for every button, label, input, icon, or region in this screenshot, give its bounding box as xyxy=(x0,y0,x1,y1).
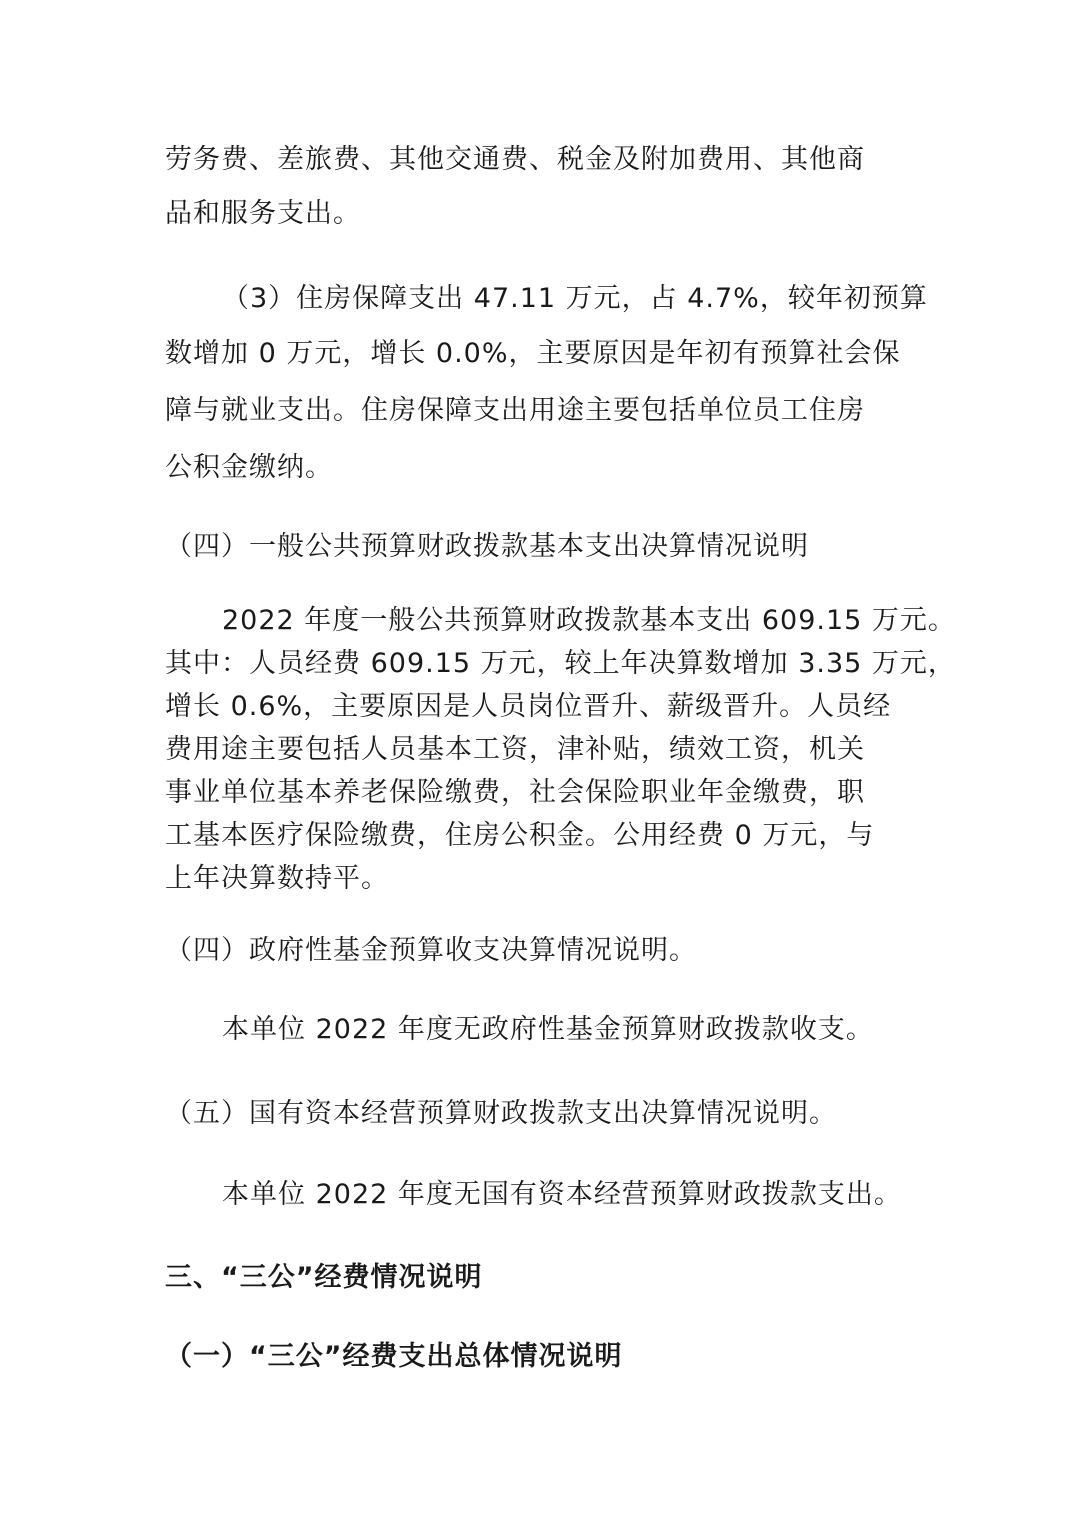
paragraph-line: 费用途主要包括人员基本工资，津补贴，绩效工资，机关 xyxy=(165,734,865,765)
section-heading: （四）一般公共预算财政拨款基本支出决算情况说明 xyxy=(165,531,809,562)
paragraph-line: 工基本医疗保险缴费，住房公积金。公用经费 0 万元，与 xyxy=(165,820,875,851)
section-heading: （四）政府性基金预算收支决算情况说明。 xyxy=(165,935,697,966)
paragraph-line: 本单位 2022 年度无政府性基金预算财政拨款收支。 xyxy=(222,1014,874,1045)
paragraph-line: 上年决算数持平。 xyxy=(165,863,389,894)
paragraph-line: 障与就业支出。住房保障支出用途主要包括单位员工住房 xyxy=(165,395,865,426)
paragraph-line: 2022 年度一般公共预算财政拨款基本支出 609.15 万元。 xyxy=(222,605,956,636)
chapter-heading: 三、“三公”经费情况说明 xyxy=(165,1262,483,1293)
paragraph-line: 劳务费、差旅费、其他交通费、税金及附加费用、其他商 xyxy=(165,144,865,175)
paragraph-line: （3）住房保障支出 47.11 万元，占 4.7%，较年初预算 xyxy=(222,283,928,314)
paragraph-line: 其中：人员经费 609.15 万元，较上年决算数增加 3.35 万元， xyxy=(165,648,956,679)
paragraph-line: 增长 0.6%，主要原因是人员岗位晋升、薪级晋升。人员经 xyxy=(165,691,892,722)
paragraph-line: 事业单位基本养老保险缴费，社会保险职业年金缴费，职 xyxy=(165,777,865,808)
section-heading: （五）国有资本经营预算财政拨款支出决算情况说明。 xyxy=(165,1098,837,1129)
paragraph-line: 数增加 0 万元，增长 0.0%，主要原因是年初有预算社会保 xyxy=(165,338,901,369)
paragraph-line: 本单位 2022 年度无国有资本经营预算财政拨款支出。 xyxy=(222,1179,902,1210)
section-heading: （一）“三公”经费支出总体情况说明 xyxy=(165,1341,623,1372)
paragraph-line: 公积金缴纳。 xyxy=(165,452,333,483)
paragraph-line: 品和服务支出。 xyxy=(165,198,361,229)
